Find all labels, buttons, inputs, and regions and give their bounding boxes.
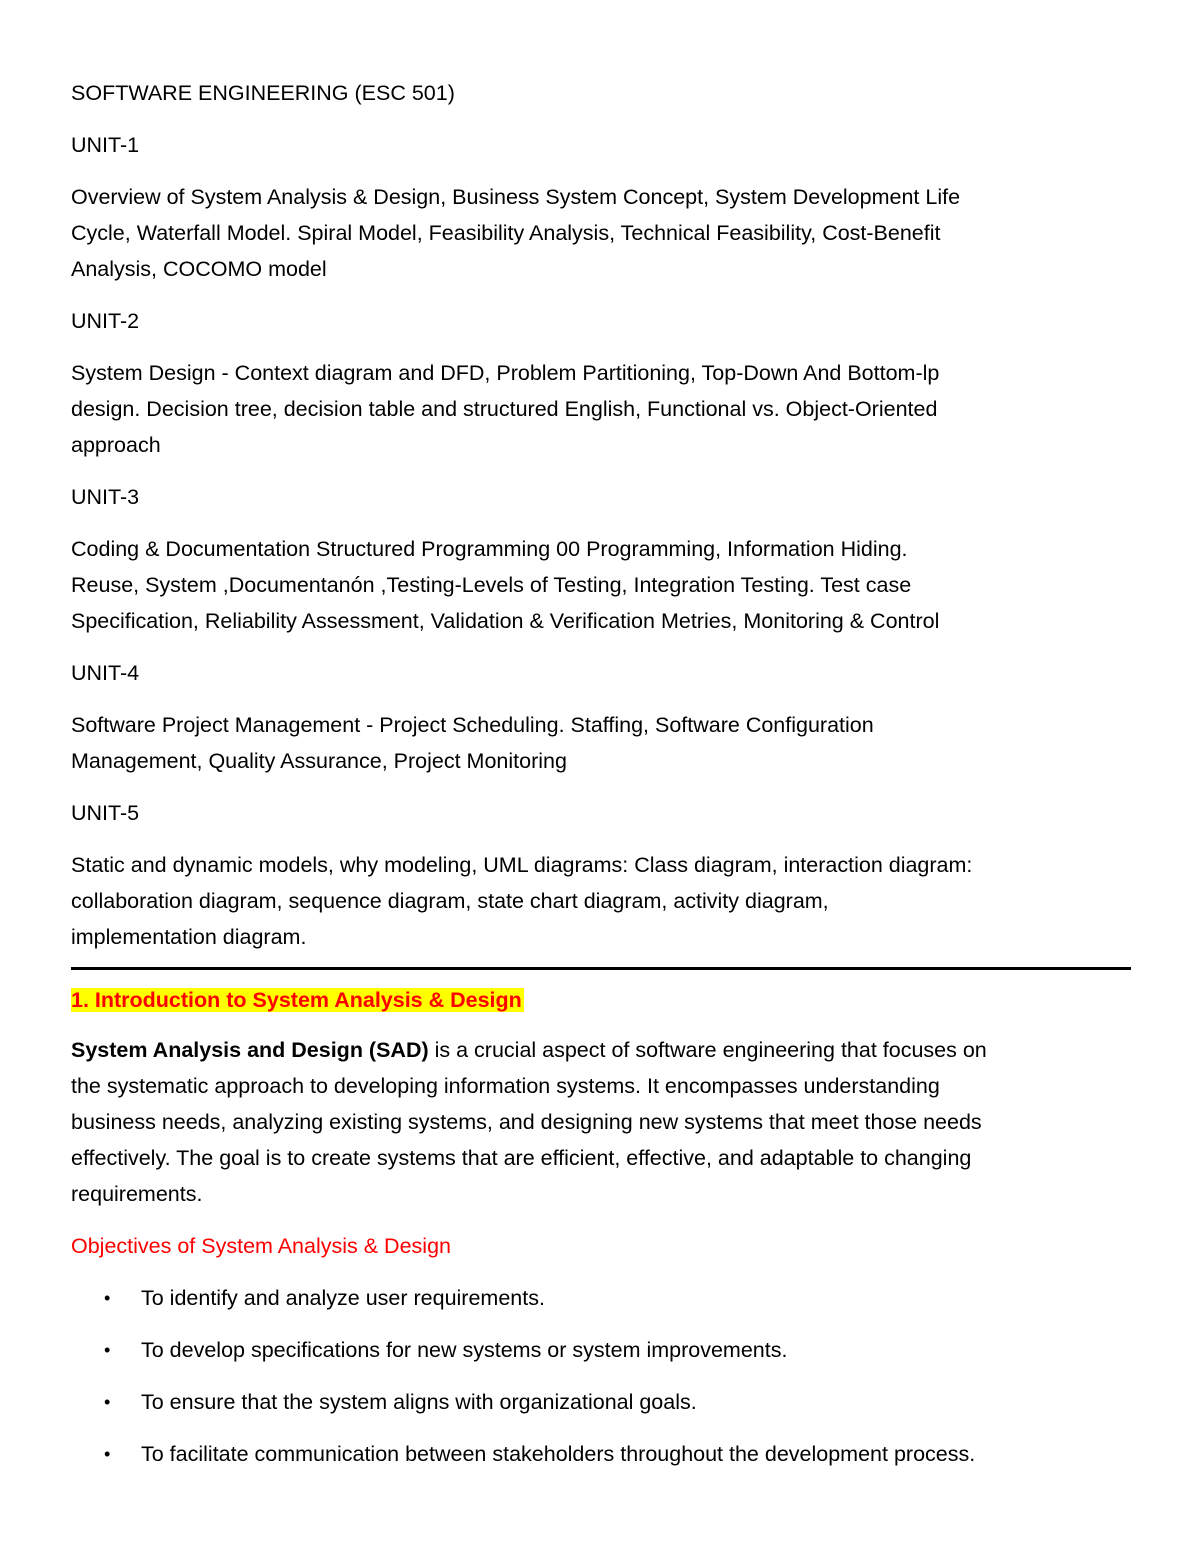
unit-5-line: implementation diagram. [71,925,307,949]
bullet-icon: • [104,1288,111,1308]
unit-2-line: design. Decision tree, decision table and structured English, Functional vs. Object-Oriented [71,397,938,421]
intro-line: the systematic approach to developing information systems. It encompasses understanding [71,1074,940,1098]
intro-line-rest: is a crucial aspect of software engineering that focuses on [428,1038,987,1062]
intro-line: business needs, analyzing existing systems, and designing new systems that meet those needs [71,1110,982,1134]
unit-1-line: Overview of System Analysis & Design, Business System Concept, System Development Life [71,185,961,209]
unit-4-label: UNIT-4 [71,661,140,685]
unit-3-line: Specification, Reliability Assessment, Validation & Verification Metries, Monitoring & Control [71,609,940,633]
document-body [71,75,1131,1488]
unit-2-description [71,355,1131,463]
bullet-icon: • [104,1392,111,1412]
intro-line: effectively. The goal is to create systems that are efficient, effective, and adaptable to changing [71,1146,972,1170]
list-item-text: To develop specifications for new systems or system improvements. [141,1338,788,1362]
unit-2-line: System Design - Context diagram and DFD, Problem Partitioning, Top-Down And Bottom-lp [71,361,940,385]
list-item-text: To ensure that the system aligns with organizational goals. [141,1390,697,1414]
list-item [71,1280,1131,1316]
bullet-icon: • [104,1340,111,1360]
intro-bold-term: System Analysis and Design (SAD) [71,1038,429,1062]
unit-1-line: Analysis, COCOMO model [71,257,327,281]
unit-1-label: UNIT-1 [71,133,140,157]
unit-4-line: Software Project Management - Project Scheduling. Staffing, Software Configuration [71,713,874,737]
unit-3-line: Coding & Documentation Structured Programming 00 Programming, Information Hiding. [71,537,908,561]
unit-2-line: approach [71,433,161,457]
unit-3-label: UNIT-3 [71,485,140,509]
horizontal-rule [71,967,1131,970]
unit-5-label: UNIT-5 [71,801,140,825]
unit-4-description [71,707,1131,779]
course-title: SOFTWARE ENGINEERING (ESC 501) [71,81,455,105]
unit-5-line: collaboration diagram, sequence diagram, state chart diagram, activity diagram, [71,889,829,913]
section-heading-text: 1. Introduction to System Analysis & Design [71,988,522,1012]
list-item [71,1384,1131,1420]
unit-1-description [71,179,1131,287]
unit-5-description [71,847,1131,955]
unit-2-label: UNIT-2 [71,309,140,333]
unit-5-line: Static and dynamic models, why modeling, UML diagrams: Class diagram, interaction diagram: [71,853,973,877]
unit-3-line: Reuse, System ,Documentanón ,Testing-Levels of Testing, Integration Testing. Test case [71,573,912,597]
list-item [71,1436,1131,1472]
unit-1-line: Cycle, Waterfall Model. Spiral Model, Feasibility Analysis, Technical Feasibility, Cost-Benefit [71,221,941,245]
list-item-text: To facilitate communication between stakeholders throughout the development process. [141,1442,976,1466]
objectives-title: Objectives of System Analysis & Design [71,1234,451,1258]
bullet-icon: • [104,1444,111,1464]
unit-4-line: Management, Quality Assurance, Project Monitoring [71,749,567,773]
intro-line [71,1032,1131,1068]
list-item [71,1332,1131,1368]
intro-paragraph [71,1032,1131,1212]
unit-3-description [71,531,1131,639]
section-heading [71,982,1131,1018]
list-item-text: To identify and analyze user requirements. [141,1286,545,1310]
intro-line: requirements. [71,1182,203,1206]
objectives-list [71,1280,1131,1472]
